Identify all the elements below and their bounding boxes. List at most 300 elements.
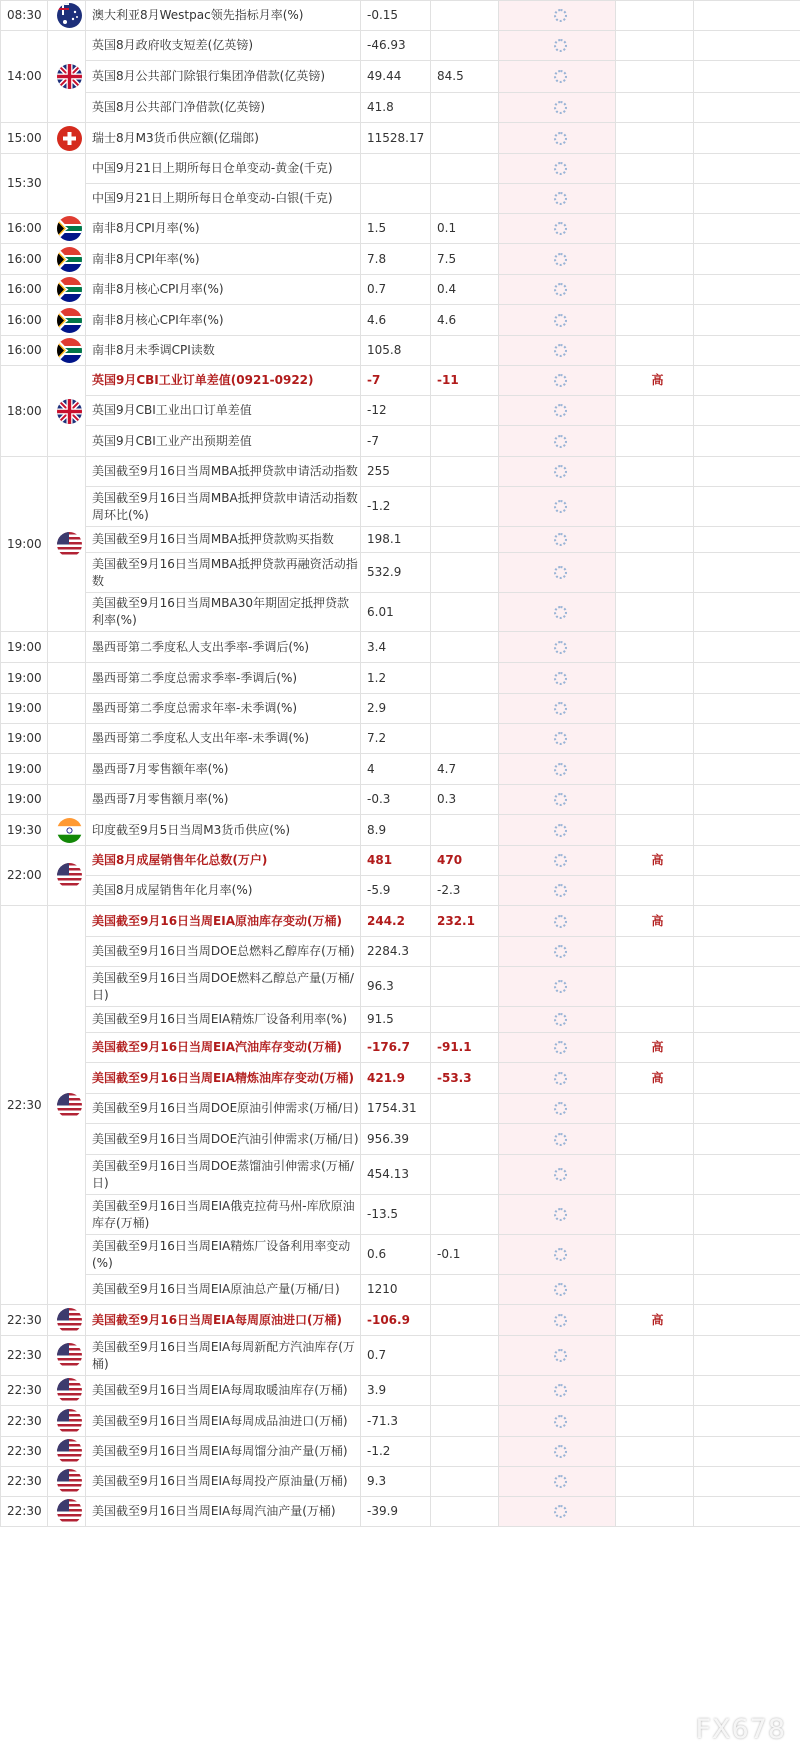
actual-value-cell xyxy=(499,61,616,93)
calendar-row[interactable] xyxy=(1,724,800,754)
event-name[interactable]: 墨西哥第二季度私人支出季率-季调后(%) xyxy=(86,632,361,663)
previous-value: 0.7 xyxy=(361,275,431,305)
event-name[interactable]: 美国截至9月16日当周EIA原油库存变动(万桶) xyxy=(86,906,361,937)
loading-spinner-icon xyxy=(554,162,567,175)
loading-spinner-icon xyxy=(554,945,567,958)
event-name[interactable]: 美国截至9月16日当周EIA精炼油库存变动(万桶) xyxy=(86,1063,361,1094)
calendar-row[interactable] xyxy=(1,553,800,593)
event-name[interactable]: 墨西哥第二季度私人支出年率-未季调(%) xyxy=(86,724,361,754)
previous-value: 41.8 xyxy=(361,93,431,123)
interpretation-cell xyxy=(694,123,800,154)
actual-value-cell xyxy=(499,93,616,123)
actual-value-cell xyxy=(499,1336,616,1376)
importance-label xyxy=(616,1,694,31)
loading-spinner-icon xyxy=(554,404,567,417)
interpretation-cell xyxy=(694,632,800,663)
loading-spinner-icon xyxy=(554,1072,567,1085)
importance-label xyxy=(616,967,694,1007)
importance-label xyxy=(616,1336,694,1376)
calendar-row[interactable] xyxy=(1,1094,800,1124)
importance-label xyxy=(616,396,694,426)
calendar-row[interactable] xyxy=(1,846,800,876)
loading-spinner-icon xyxy=(554,824,567,837)
previous-value: -0.15 xyxy=(361,1,431,31)
previous-value: 91.5 xyxy=(361,1007,431,1033)
actual-value-cell xyxy=(499,694,616,724)
interpretation-cell xyxy=(694,694,800,724)
event-name[interactable]: 美国截至9月16日当周MBA抵押贷款申请活动指数 xyxy=(86,457,361,487)
interpretation-cell xyxy=(694,846,800,876)
calendar-row[interactable] xyxy=(1,487,800,527)
importance-label xyxy=(616,275,694,305)
importance-label xyxy=(616,1497,694,1527)
event-time: 16:00 xyxy=(1,214,48,244)
previous-value: -7 xyxy=(361,426,431,457)
calendar-row[interactable] xyxy=(1,1033,800,1063)
interpretation-cell xyxy=(694,1305,800,1336)
previous-value: 2284.3 xyxy=(361,937,431,967)
country-flag-cell xyxy=(48,154,86,214)
event-name[interactable]: 墨西哥7月零售额年率(%) xyxy=(86,754,361,785)
event-name[interactable]: 英国9月CBI工业产出预期差值 xyxy=(86,426,361,457)
loading-spinner-icon xyxy=(554,374,567,387)
calendar-row[interactable] xyxy=(1,1007,800,1033)
event-time: 18:00 xyxy=(1,366,48,457)
actual-value-cell xyxy=(499,123,616,154)
forecast-value xyxy=(431,967,499,1007)
interpretation-cell xyxy=(694,937,800,967)
loading-spinner-icon xyxy=(554,566,567,579)
event-name[interactable]: 美国截至9月16日当周DOE燃料乙醇总产量(万桶/日) xyxy=(86,967,361,1007)
forecast-value: -0.1 xyxy=(431,1235,499,1275)
calendar-row[interactable] xyxy=(1,1,800,31)
event-name[interactable]: 美国截至9月16日当周DOE蒸馏油引伸需求(万桶/日) xyxy=(86,1155,361,1195)
flag-usa-icon xyxy=(57,1439,82,1464)
event-time: 22:30 xyxy=(1,1437,48,1467)
calendar-row[interactable] xyxy=(1,154,800,184)
event-time: 22:30 xyxy=(1,1305,48,1336)
calendar-row[interactable] xyxy=(1,663,800,694)
flag-australia-icon xyxy=(57,3,82,28)
actual-value-cell xyxy=(499,336,616,366)
actual-value-cell xyxy=(499,244,616,275)
previous-value: 956.39 xyxy=(361,1124,431,1155)
calendar-row[interactable] xyxy=(1,1155,800,1195)
previous-value: 3.9 xyxy=(361,1376,431,1406)
importance-label xyxy=(616,31,694,61)
event-name[interactable]: 美国截至9月16日当周MBA30年期固定抵押贷款利率(%) xyxy=(86,593,361,632)
calendar-row[interactable] xyxy=(1,876,800,906)
country-flag-cell xyxy=(48,275,86,305)
actual-value-cell xyxy=(499,184,616,214)
event-name[interactable]: 澳大利亚8月Westpac领先指标月率(%) xyxy=(86,1,361,31)
calendar-row[interactable] xyxy=(1,1467,800,1497)
calendar-row[interactable] xyxy=(1,366,800,396)
forecast-value xyxy=(431,1007,499,1033)
event-name[interactable]: 美国截至9月16日当周EIA精炼厂设备利用率变动(%) xyxy=(86,1235,361,1275)
calendar-row[interactable] xyxy=(1,754,800,785)
actual-value-cell xyxy=(499,31,616,61)
importance-label xyxy=(616,1467,694,1497)
interpretation-cell xyxy=(694,1063,800,1094)
importance-label xyxy=(616,1437,694,1467)
event-name[interactable]: 美国截至9月16日当周EIA每周新配方汽油库存(万桶) xyxy=(86,1336,361,1376)
calendar-row[interactable] xyxy=(1,906,800,937)
flag-south-africa-icon xyxy=(57,216,82,241)
forecast-value xyxy=(431,1155,499,1195)
calendar-row[interactable] xyxy=(1,1275,800,1305)
loading-spinner-icon xyxy=(554,39,567,52)
country-flag-cell xyxy=(48,31,86,123)
calendar-row[interactable] xyxy=(1,1195,800,1235)
previous-value: 3.4 xyxy=(361,632,431,663)
event-name[interactable]: 英国8月公共部门净借款(亿英镑) xyxy=(86,93,361,123)
actual-value-cell xyxy=(499,593,616,632)
calendar-row[interactable] xyxy=(1,275,800,305)
actual-value-cell xyxy=(499,724,616,754)
previous-value: 6.01 xyxy=(361,593,431,632)
importance-label xyxy=(616,1235,694,1275)
event-name[interactable]: 南非8月未季调CPI读数 xyxy=(86,336,361,366)
importance-label xyxy=(616,426,694,457)
event-name[interactable]: 美国截至9月16日当周EIA每周成品油进口(万桶) xyxy=(86,1406,361,1437)
calendar-row[interactable] xyxy=(1,1497,800,1527)
actual-value-cell xyxy=(499,846,616,876)
event-name[interactable]: 美国截至9月16日当周DOE原油引伸需求(万桶/日) xyxy=(86,1094,361,1124)
importance-label xyxy=(616,1094,694,1124)
event-name[interactable]: 印度截至9月5日当周M3货币供应(%) xyxy=(86,815,361,846)
interpretation-cell xyxy=(694,1094,800,1124)
previous-value: 532.9 xyxy=(361,553,431,593)
country-flag-cell xyxy=(48,815,86,846)
interpretation-cell xyxy=(694,754,800,785)
country-flag-cell xyxy=(48,366,86,457)
interpretation-cell xyxy=(694,876,800,906)
importance-label xyxy=(616,876,694,906)
event-name[interactable]: 南非8月CPI月率(%) xyxy=(86,214,361,244)
country-flag-cell xyxy=(48,846,86,906)
loading-spinner-icon xyxy=(554,732,567,745)
event-name[interactable]: 美国截至9月16日当周EIA精炼厂设备利用率(%) xyxy=(86,1007,361,1033)
event-name[interactable]: 南非8月核心CPI年率(%) xyxy=(86,305,361,336)
loading-spinner-icon xyxy=(554,980,567,993)
event-time: 14:00 xyxy=(1,31,48,123)
calendar-row[interactable] xyxy=(1,1406,800,1437)
actual-value-cell xyxy=(499,967,616,1007)
event-name[interactable]: 美国截至9月16日当周EIA汽油库存变动(万桶) xyxy=(86,1033,361,1063)
importance-label xyxy=(616,663,694,694)
interpretation-cell xyxy=(694,214,800,244)
actual-value-cell xyxy=(499,154,616,184)
interpretation-cell xyxy=(694,487,800,527)
event-name[interactable]: 英国9月CBI工业订单差值(0921-0922) xyxy=(86,366,361,396)
forecast-value xyxy=(431,1195,499,1235)
country-flag-cell xyxy=(48,1,86,31)
loading-spinner-icon xyxy=(554,1349,567,1362)
calendar-row[interactable] xyxy=(1,785,800,815)
event-time: 22:30 xyxy=(1,1376,48,1406)
event-name[interactable]: 美国截至9月16日当周MBA抵押贷款购买指数 xyxy=(86,527,361,553)
country-flag-cell xyxy=(48,123,86,154)
country-flag-cell xyxy=(48,1406,86,1437)
actual-value-cell xyxy=(499,527,616,553)
interpretation-cell xyxy=(694,724,800,754)
loading-spinner-icon xyxy=(554,344,567,357)
event-name[interactable]: 美国截至9月16日当周EIA每周取暖油库存(万桶) xyxy=(86,1376,361,1406)
actual-value-cell xyxy=(499,1437,616,1467)
event-time: 22:30 xyxy=(1,1467,48,1497)
interpretation-cell xyxy=(694,1235,800,1275)
calendar-row[interactable] xyxy=(1,61,800,93)
calendar-row[interactable] xyxy=(1,694,800,724)
flag-usa-icon xyxy=(57,1378,82,1403)
importance-label xyxy=(616,457,694,487)
importance-label xyxy=(616,1007,694,1033)
interpretation-cell xyxy=(694,785,800,815)
calendar-row[interactable] xyxy=(1,184,800,214)
loading-spinner-icon xyxy=(554,1041,567,1054)
actual-value-cell xyxy=(499,487,616,527)
actual-value-cell xyxy=(499,906,616,937)
event-name[interactable]: 中国9月21日上期所每日仓单变动-白银(千克) xyxy=(86,184,361,214)
calendar-row[interactable] xyxy=(1,457,800,487)
forecast-value: -11 xyxy=(431,366,499,396)
flag-south-africa-icon xyxy=(57,247,82,272)
forecast-value xyxy=(431,553,499,593)
calendar-row[interactable] xyxy=(1,593,800,632)
importance-label xyxy=(616,61,694,93)
country-flag-cell xyxy=(48,1467,86,1497)
calendar-row[interactable] xyxy=(1,937,800,967)
forecast-value xyxy=(431,663,499,694)
actual-value-cell xyxy=(499,553,616,593)
forecast-value: 232.1 xyxy=(431,906,499,937)
forecast-value xyxy=(431,1376,499,1406)
interpretation-cell xyxy=(694,815,800,846)
loading-spinner-icon xyxy=(554,702,567,715)
event-name[interactable]: 英国9月CBI工业出口订单差值 xyxy=(86,396,361,426)
actual-value-cell xyxy=(499,1033,616,1063)
interpretation-cell xyxy=(694,305,800,336)
interpretation-cell xyxy=(694,593,800,632)
importance-label: 高 xyxy=(616,1033,694,1063)
actual-value-cell xyxy=(499,1124,616,1155)
event-name[interactable]: 美国截至9月16日当周EIA俄克拉荷马州-库欣原油库存(万桶) xyxy=(86,1195,361,1235)
interpretation-cell xyxy=(694,553,800,593)
event-time: 19:00 xyxy=(1,457,48,632)
loading-spinner-icon xyxy=(554,533,567,546)
loading-spinner-icon xyxy=(554,222,567,235)
flag-usa-icon xyxy=(57,1308,82,1333)
forecast-value: 470 xyxy=(431,846,499,876)
actual-value-cell xyxy=(499,1063,616,1094)
event-time: 15:30 xyxy=(1,154,48,214)
event-name[interactable]: 中国9月21日上期所每日仓单变动-黄金(千克) xyxy=(86,154,361,184)
country-flag-cell xyxy=(48,1437,86,1467)
flag-south-africa-icon xyxy=(57,308,82,333)
interpretation-cell xyxy=(694,1336,800,1376)
loading-spinner-icon xyxy=(554,641,567,654)
interpretation-cell xyxy=(694,1,800,31)
country-flag-cell xyxy=(48,663,86,694)
event-name[interactable]: 墨西哥7月零售额月率(%) xyxy=(86,785,361,815)
loading-spinner-icon xyxy=(554,1475,567,1488)
calendar-row[interactable] xyxy=(1,305,800,336)
event-name[interactable]: 美国截至9月16日当周MBA抵押贷款再融资活动指数 xyxy=(86,553,361,593)
previous-value: -46.93 xyxy=(361,31,431,61)
interpretation-cell xyxy=(694,31,800,61)
event-time: 15:00 xyxy=(1,123,48,154)
calendar-row[interactable] xyxy=(1,1437,800,1467)
event-name[interactable]: 墨西哥第二季度总需求年率-未季调(%) xyxy=(86,694,361,724)
flag-uk-icon xyxy=(57,64,82,89)
forecast-value xyxy=(431,1336,499,1376)
event-name[interactable]: 美国截至9月16日当周EIA每周汽油产量(万桶) xyxy=(86,1497,361,1527)
country-flag-cell xyxy=(48,1305,86,1336)
actual-value-cell xyxy=(499,1376,616,1406)
event-name[interactable]: 南非8月核心CPI月率(%) xyxy=(86,275,361,305)
importance-label: 高 xyxy=(616,366,694,396)
calendar-row[interactable] xyxy=(1,426,800,457)
interpretation-cell xyxy=(694,1376,800,1406)
importance-label: 高 xyxy=(616,906,694,937)
calendar-row[interactable] xyxy=(1,527,800,553)
event-name[interactable]: 美国截至9月16日当周DOE总燃料乙醇库存(万桶) xyxy=(86,937,361,967)
interpretation-cell xyxy=(694,967,800,1007)
forecast-value: 84.5 xyxy=(431,61,499,93)
loading-spinner-icon xyxy=(554,1102,567,1115)
importance-label xyxy=(616,154,694,184)
previous-value: 96.3 xyxy=(361,967,431,1007)
previous-value: 4 xyxy=(361,754,431,785)
event-time: 22:30 xyxy=(1,1406,48,1437)
loading-spinner-icon xyxy=(554,1445,567,1458)
event-time: 19:00 xyxy=(1,663,48,694)
event-time: 19:00 xyxy=(1,632,48,663)
loading-spinner-icon xyxy=(554,192,567,205)
calendar-row[interactable] xyxy=(1,244,800,275)
forecast-value xyxy=(431,593,499,632)
interpretation-cell xyxy=(694,426,800,457)
event-time: 19:30 xyxy=(1,815,48,846)
previous-value: 9.3 xyxy=(361,1467,431,1497)
forecast-value xyxy=(431,1437,499,1467)
previous-value: 49.44 xyxy=(361,61,431,93)
calendar-row[interactable] xyxy=(1,396,800,426)
event-name[interactable]: 美国8月成屋销售年化总数(万户) xyxy=(86,846,361,876)
calendar-row[interactable] xyxy=(1,1376,800,1406)
calendar-body xyxy=(1,1,800,1527)
calendar-row[interactable] xyxy=(1,815,800,846)
previous-value: -13.5 xyxy=(361,1195,431,1235)
forecast-value: 0.1 xyxy=(431,214,499,244)
event-time: 16:00 xyxy=(1,336,48,366)
previous-value: 1.2 xyxy=(361,663,431,694)
previous-value: 0.7 xyxy=(361,1336,431,1376)
calendar-row[interactable] xyxy=(1,1336,800,1376)
event-name[interactable]: 美国截至9月16日当周EIA原油总产量(万桶/日) xyxy=(86,1275,361,1305)
forecast-value: 4.7 xyxy=(431,754,499,785)
previous-value: 1754.31 xyxy=(361,1094,431,1124)
flag-india-icon xyxy=(57,818,82,843)
forecast-value xyxy=(431,815,499,846)
calendar-row[interactable] xyxy=(1,336,800,366)
event-name[interactable]: 墨西哥第二季度总需求季率-季调后(%) xyxy=(86,663,361,694)
event-name[interactable]: 南非8月CPI年率(%) xyxy=(86,244,361,275)
event-name[interactable]: 美国截至9月16日当周EIA每周原油进口(万桶) xyxy=(86,1305,361,1336)
importance-label xyxy=(616,214,694,244)
country-flag-cell xyxy=(48,214,86,244)
interpretation-cell xyxy=(694,906,800,937)
calendar-row[interactable] xyxy=(1,31,800,61)
country-flag-cell xyxy=(48,724,86,754)
country-flag-cell xyxy=(48,336,86,366)
actual-value-cell xyxy=(499,1155,616,1195)
importance-label xyxy=(616,1406,694,1437)
event-name[interactable]: 美国截至9月16日当周DOE汽油引伸需求(万桶/日) xyxy=(86,1124,361,1155)
flag-usa-icon xyxy=(57,863,82,888)
calendar-row[interactable] xyxy=(1,1235,800,1275)
event-time: 16:00 xyxy=(1,305,48,336)
calendar-row[interactable] xyxy=(1,1305,800,1336)
importance-label xyxy=(616,123,694,154)
event-name[interactable]: 美国8月成屋销售年化月率(%) xyxy=(86,876,361,906)
interpretation-cell xyxy=(694,1406,800,1437)
calendar-row[interactable] xyxy=(1,214,800,244)
event-name[interactable]: 美国截至9月16日当周EIA每周馏分油产量(万桶) xyxy=(86,1437,361,1467)
forecast-value xyxy=(431,93,499,123)
calendar-row[interactable] xyxy=(1,967,800,1007)
flag-usa-icon xyxy=(57,1409,82,1434)
forecast-value xyxy=(431,396,499,426)
importance-label xyxy=(616,1376,694,1406)
calendar-row[interactable] xyxy=(1,1063,800,1094)
event-time: 19:00 xyxy=(1,785,48,815)
country-flag-cell xyxy=(48,305,86,336)
interpretation-cell xyxy=(694,1467,800,1497)
event-name[interactable]: 英国8月公共部门除银行集团净借款(亿英镑) xyxy=(86,61,361,93)
event-time: 22:30 xyxy=(1,906,48,1305)
loading-spinner-icon xyxy=(554,283,567,296)
loading-spinner-icon xyxy=(554,1013,567,1026)
forecast-value xyxy=(431,527,499,553)
country-flag-cell xyxy=(48,457,86,632)
calendar-row[interactable] xyxy=(1,632,800,663)
calendar-row[interactable] xyxy=(1,123,800,154)
forecast-value xyxy=(431,154,499,184)
calendar-row[interactable] xyxy=(1,1124,800,1155)
actual-value-cell xyxy=(499,1305,616,1336)
loading-spinner-icon xyxy=(554,1505,567,1518)
importance-label xyxy=(616,754,694,785)
forecast-value xyxy=(431,1094,499,1124)
event-name[interactable]: 美国截至9月16日当周EIA每周投产原油量(万桶) xyxy=(86,1467,361,1497)
event-name[interactable]: 美国截至9月16日当周MBA抵押贷款申请活动指数周环比(%) xyxy=(86,487,361,527)
actual-value-cell xyxy=(499,1275,616,1305)
event-time: 19:00 xyxy=(1,754,48,785)
event-name[interactable]: 英国8月政府收支短差(亿英镑) xyxy=(86,31,361,61)
previous-value: -71.3 xyxy=(361,1406,431,1437)
country-flag-cell xyxy=(48,1497,86,1527)
previous-value: -7 xyxy=(361,366,431,396)
event-name[interactable]: 瑞士8月M3货币供应额(亿瑞郎) xyxy=(86,123,361,154)
loading-spinner-icon xyxy=(554,314,567,327)
previous-value: 11528.17 xyxy=(361,123,431,154)
forecast-value: 7.5 xyxy=(431,244,499,275)
previous-value: 244.2 xyxy=(361,906,431,937)
loading-spinner-icon xyxy=(554,1314,567,1327)
calendar-row[interactable] xyxy=(1,93,800,123)
